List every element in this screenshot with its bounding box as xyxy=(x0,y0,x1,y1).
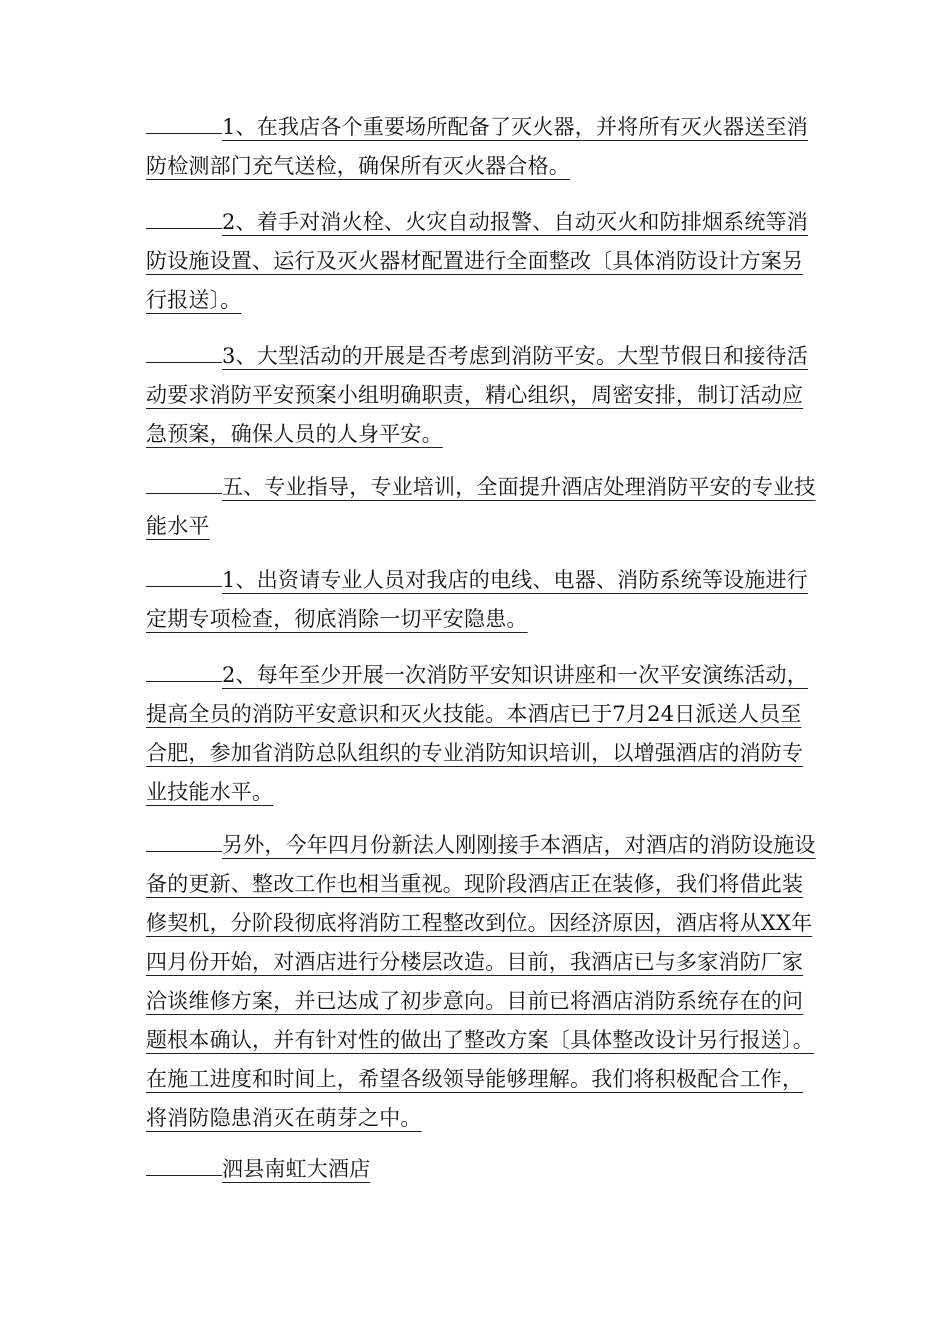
paragraph-item-1b xyxy=(146,561,818,639)
indent-underline xyxy=(146,227,222,229)
paragraph-item-2 xyxy=(146,203,818,320)
paragraph-text: 另外，今年四月份新法人刚刚接手本酒店，对酒店的消防设施设备的更新、整改工作也相当重视。现阶段酒店正在装修，我们将借此装修契机，分阶段彻底将消防工程整改到位。因经济原因，酒店将从XX年四月份开始，对酒店进行分楼层改造。目前，我酒店已与多家消防厂家洽谈维修方案，并已达成了初步意向。目前已将酒店消防系统存在的问题根本确认，并有针对性的做出了整改方案〔具体整改设计另行报送〕。在施工进度和时间上，希望各级领导能够理解。我们将积极配合工作，将消防隐患消灭在萌芽之中。 xyxy=(146,833,816,1130)
paragraph-text: 1、出资请专业人员对我店的电线、电器、消防系统等设施进行定期专项检查，彻底消除一切平安隐患。 xyxy=(146,568,808,631)
indent-underline xyxy=(146,361,222,363)
paragraph-additional xyxy=(146,826,818,1138)
indent-underline xyxy=(146,585,222,587)
paragraph-text: 1、在我店各个重要场所配备了灭火器，并将所有灭火器送至消防检测部门充气送检，确保所有灭火器合格。 xyxy=(146,115,808,178)
section-heading-five xyxy=(146,468,818,546)
paragraph-item-2b xyxy=(146,656,818,812)
indent-underline xyxy=(146,1174,222,1176)
paragraph-item-1 xyxy=(146,108,818,186)
paragraph-text: 2、着手对消火栓、火灾自动报警、自动灭火和防排烟系统等消防设施设置、运行及灭火器材配置进行全面整改〔具体消防设计方案另行报送〕。 xyxy=(146,210,808,312)
section-heading-text: 五、专业指导，专业培训，全面提升酒店处理消防平安的专业技能水平 xyxy=(146,475,816,538)
signature-text: 泗县南虹大酒店 xyxy=(222,1157,371,1181)
indent-underline xyxy=(146,680,222,682)
paragraph-text: 3、大型活动的开展是否考虑到消防平安。大型节假日和接待活动要求消防平安预案小组明确职责，精心组织，周密安排，制订活动应急预案，确保人员的人身平安。 xyxy=(146,344,808,446)
indent-underline xyxy=(146,492,222,494)
paragraph-item-3 xyxy=(146,337,818,454)
indent-underline xyxy=(146,850,222,852)
indent-underline xyxy=(146,132,222,134)
paragraph-text: 2、每年至少开展一次消防平安知识讲座和一次平安演练活动，提高全员的消防平安意识和灭火技能。本酒店已于7月24日派送人员至合肥，参加省消防总队组织的专业消防知识培训，以增强酒店的消防专业技能水平。 xyxy=(146,663,808,804)
signature-hotel-name xyxy=(146,1150,818,1189)
